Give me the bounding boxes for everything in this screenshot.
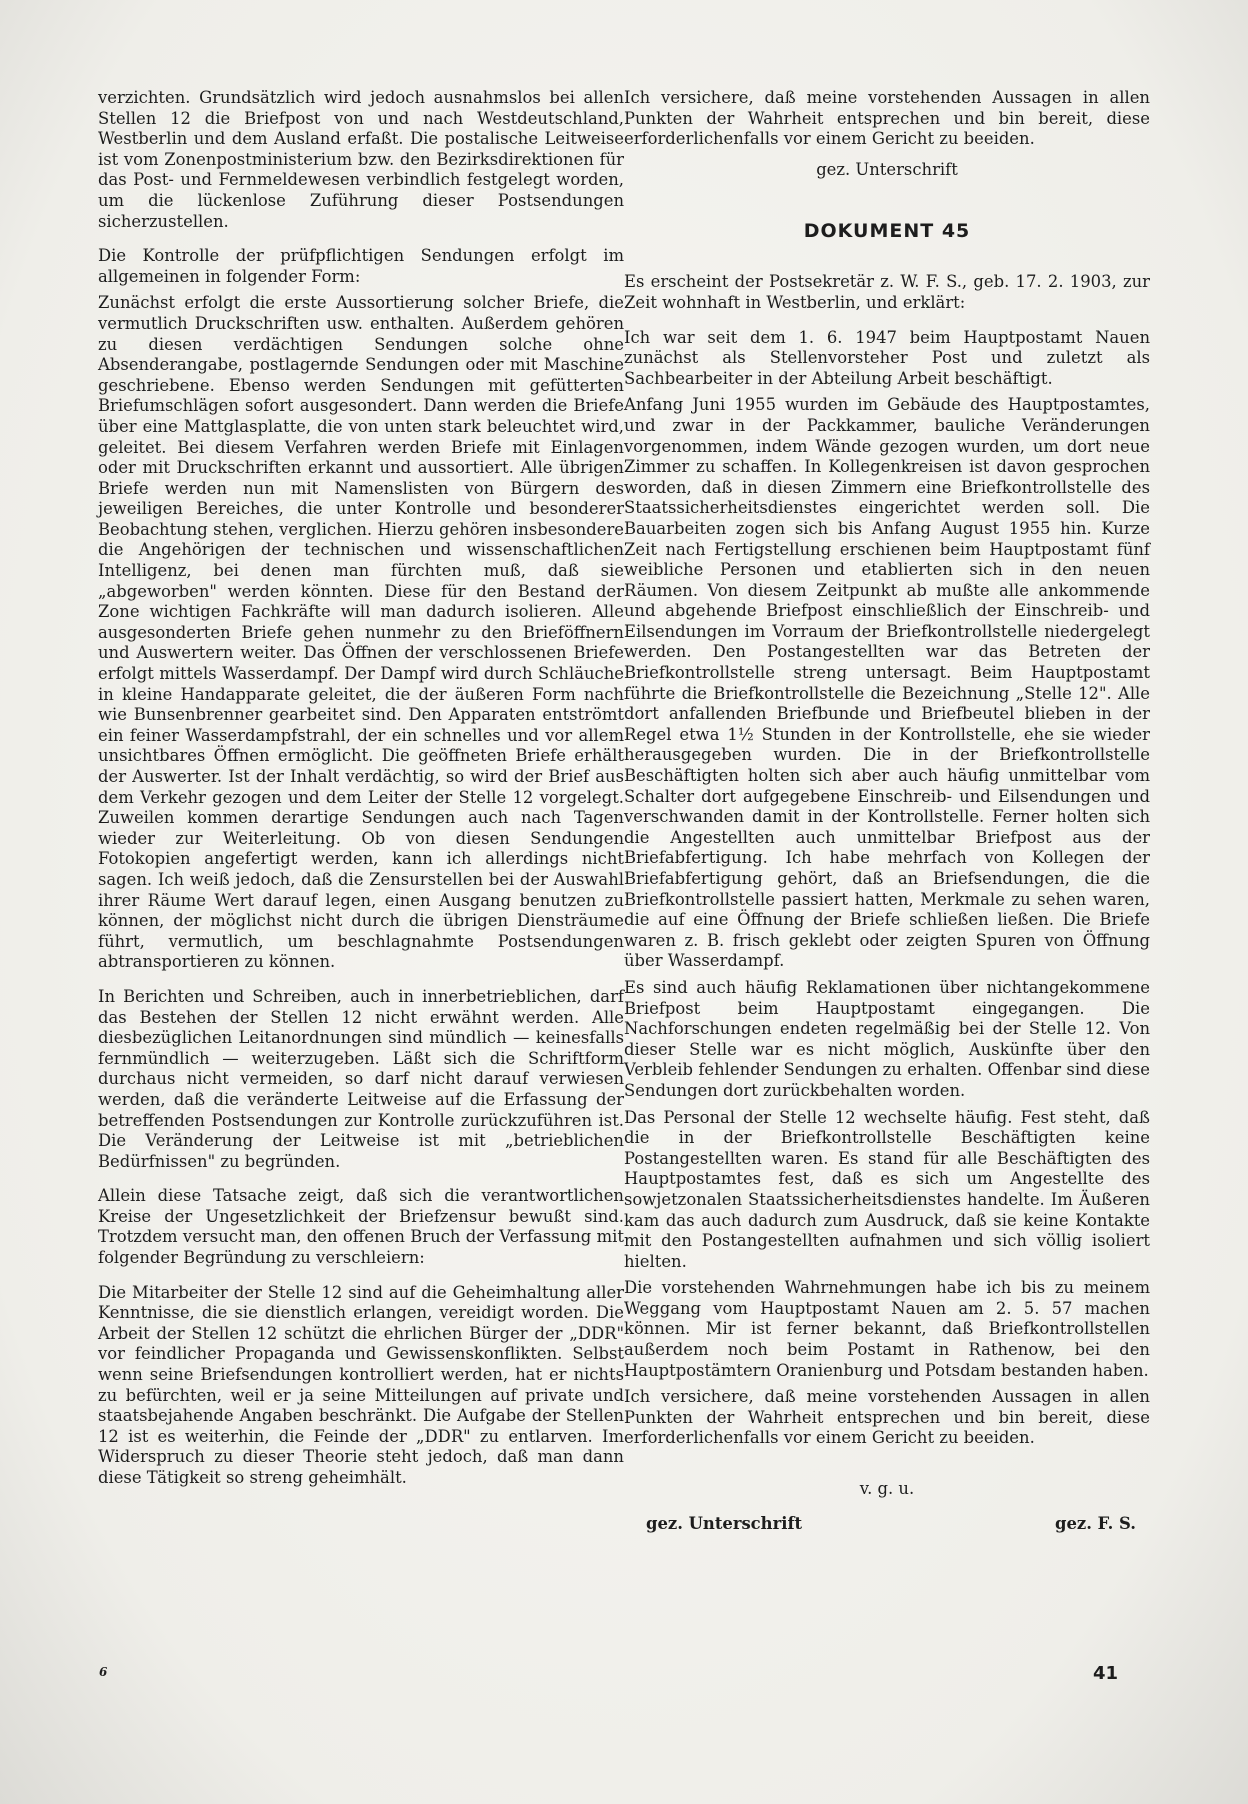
right-column (624, 88, 1150, 1533)
attestation-paragraph: Ich versichere, daß meine vorstehenden Aussagen in allen Punkten der Wahrheit entsprechen und bin bereit, diese erforderlichenfalls vor einem Gericht zu beeiden. (624, 88, 1150, 149)
paragraph: Die vorstehenden Wahrnehmungen habe ich bis zu meinem Weggang vom Hauptpostamt Nauen am 2. 5. 57 machen können. Mir ist ferner bekannt, daß Briefkontrollstellen außerdem noch beim Postamt in Rathenow, bei den Hauptpostämtern Oranienburg und Potsdam bestanden haben. (624, 1278, 1150, 1380)
paragraph: Allein diese Tatsache zeigt, daß sich die verantwortlichen Kreise der Ungesetzlichkeit der Briefzensur bewußt sind. Trotzdem versucht man, den offenen Bruch der Verfassung mit folgender Begründung zu verschleiern: (98, 1186, 624, 1268)
paragraph: Ich war seit dem 1. 6. 1947 beim Hauptpostamt Nauen zunächst als Stellenvorsteher Post und zuletzt als Sachbearbeiter in der Abteilung Arbeit beschäftigt. (624, 327, 1150, 388)
paragraph: Es sind auch häufig Reklamationen über nichtangekommene Briefpost beim Hauptpostamt eingegangen. Die Nachforschungen endeten regelmäßig bei der Stelle 12. Von dieser Stelle war es nicht möglich, Auskünfte über den Verbleib fehlender Sendungen zu erhalten. Offenbar sind diese Sendungen dort zurückbehalten worden. (624, 977, 1150, 1100)
document-heading: DOKUMENT 45 (803, 220, 971, 243)
vgu-mark: v. g. u. (859, 1479, 915, 1499)
paragraph: Anfang Juni 1955 wurden im Gebäude des Hauptpostamtes, und zwar in der Packkammer, bauliche Veränderungen vorgenommen, indem Wände gezogen wurden, um dort neue Zimmer zu schaffen. In Kollegenkreisen ist davon gesprochen worden, daß in diesen Zimmern eine Briefkontrollstelle des Staatssicherheitsdienstes eingerichtet werden soll. Die Bauarbeiten zogen sich bis Anfang August 1955 hin. Kurze Zeit nach Fertigstellung erschienen beim Hauptpostamt fünf weibliche Personen und etablierten sich in den neuen Räumen. Von diesem Zeitpunkt ab mußte alle ankommende und abgehende Briefpost einschließlich der Einschreib- und Eilsendungen im Vorraum der Briefkontrollstelle niedergelegt werden. Den Postangestellten war das Betreten der Briefkontrollstelle streng untersagt. Beim Hauptpostamt führte die Briefkontrollstelle die Bezeichnung „Stelle 12". Alle dort anfallenden Briefbunde und Briefbeutel blieben in der Regel etwa 1½ Stunden in der Kontrollstelle, ehe sie wieder herausgegeben wurden. Die in der Briefkontrollstelle Beschäftigten holten sich aber auch häufig unmittelbar vom Schalter dort aufgegebene Einschreib- und Eilsendungen und verschwanden damit in der Kontrollstelle. Ferner holten sich die Angestellten auch unmittelbar Briefpost aus der Briefabfertigung. Ich habe mehrfach von Kollegen der Briefabfertigung gehört, daß an Briefsendungen, die die Briefkontrollstelle passiert hatten, Merkmale zu sehen waren, die auf eine Öffnung der Briefe schließen ließen. Die Briefe waren z. B. frisch geklebt oder zeigten Spuren von Öffnung über Wasserdampf. (624, 395, 1150, 971)
paragraph: Das Personal der Stelle 12 wechselte häufig. Fest steht, daß die in der Briefkontrollstelle Beschäftigten keine Postangestellten waren. Es stand für alle Beschäftigten des Hauptpostamtes fest, daß es sich um Angestellte des sowjetzonalen Staatssicherheitsdienstes handelte. Im Äußeren kam das auch dadurch zum Ausdruck, daß sie keine Kontakte mit den Postangestellten aufnahmen und sich völlig isoliert hielten. (624, 1107, 1150, 1271)
paragraph: In Berichten und Schreiben, auch in innerbetrieblichen, darf das Bestehen der Stellen 12 nicht erwähnt werden. Alle diesbezüglichen Leitanordnungen sind mündlich — keinesfalls fernmündlich — weiterzugeben. Läßt sich die Schriftform durchaus nicht vermeiden, so darf nicht darauf verwiesen werden, daß die veränderte Leitweise auf die Erfassung der betreffenden Postsendungen zur Kontrolle zurückzuführen ist. Die Veränderung der Leitweise ist mit „betrieblichen Bedürfnissen" zu begründen. (98, 986, 624, 1171)
signature-right: gez. F. S. (1055, 1514, 1136, 1534)
paragraph: Die Kontrolle der prüfpflichtigen Sendungen erfolgt im allgemeinen in folgender Form: (98, 246, 624, 286)
paragraph: Es erscheint der Postsekretär z. W. F. S., geb. 17. 2. 1903, zur Zeit wohnhaft in Westberlin, und erklärt: (624, 272, 1150, 312)
signature-left: gez. Unterschrift (646, 1514, 803, 1534)
left-column (98, 88, 624, 1495)
page-number: 41 (1093, 1663, 1119, 1684)
paragraph: Zunächst erfolgt die erste Aussortierung solcher Briefe, die vermutlich Druckschriften usw. enthalten. Außerdem gehören zu diesen verdächtigen Sendungen solche ohne Absenderangabe, postlagernde Sendungen oder mit Maschine geschriebene. Ebenso werden Sendungen mit gefütterten Briefumschlägen sofort ausgesondert. Dann werden die Briefe über eine Mattglasplatte, die von unten stark beleuchtet wird, geleitet. Bei diesem Verfahren werden Briefe mit Einlagen oder mit Druckschriften erkannt und aussortiert. Alle übrigen Briefe werden nun mit Namenslisten von Bürgern des jeweiligen Bereiches, die unter Kontrolle und besonderer Beobachtung stehen, verglichen. Hierzu gehören insbesondere die Angehörigen der technischen und wissenschaftlichen Intelligenz, bei denen man fürchten muß, daß sie „abgeworben" werden könnten. Diese für den Bestand der Zone wichtigen Fachkräfte will man dadurch isolieren. Alle ausgesonderten Briefe gehen nunmehr zu den Brieföffnern und Auswertern weiter. Das Öffnen der verschlossenen Briefe erfolgt mittels Wasserdampf. Der Dampf wird durch Schläuche in kleine Handapparate geleitet, die der äußeren Form nach wie Bunsenbrenner gearbeitet sind. Den Apparaten entströmt ein feiner Wasserdampfstrahl, der ein schnelles und vor allem unsichtbares Öffnen ermöglicht. Die geöffneten Briefe erhält der Auswerter. Ist der Inhalt verdächtig, so wird der Brief aus dem Verkehr gezogen und dem Leiter der Stelle 12 vorgelegt. Zuweilen kommen derartige Sendungen auch nach Tagen wieder zur Weiterleitung. Ob von diesen Sendungen Fotokopien angefertigt werden, kann ich allerdings nicht sagen. Ich weiß jedoch, daß die Zensurstellen bei der Auswahl ihrer Räume Wert darauf legen, einen Ausgang benutzen zu können, der möglichst nicht durch die übrigen Diensträume führt, vermutlich, um beschlagnahmte Postsendungen abtransportieren zu können. (98, 293, 624, 972)
signature-line: gez. Unterschrift (816, 159, 958, 179)
signature-row (624, 1514, 1150, 1533)
footer-left-mark: 6 (99, 1665, 108, 1679)
attestation-paragraph: Ich versichere, daß meine vorstehenden Aussagen in allen Punkten der Wahrheit entsprechen und bin bereit, diese erforderlichenfalls vor einem Gericht zu beeiden. (624, 1387, 1150, 1448)
paragraph: verzichten. Grundsätzlich wird jedoch ausnahmslos bei allen Stellen 12 die Briefpost von und nach Westdeutschland, Westberlin und dem Ausland erfaßt. Die postalische Leitweise ist vom Zonenpostministerium bzw. den Bezirksdirektionen für das Post- und Fernmeldewesen verbindlich festgelegt worden, um die lückenlose Zuführung dieser Postsendungen sicherzustellen. (98, 88, 624, 231)
paragraph: Die Mitarbeiter der Stelle 12 sind auf die Geheimhaltung aller Kenntnisse, die sie dienstlich erlangen, vereidigt worden. Die Arbeit der Stellen 12 schützt die ehrlichen Bürger der „DDR" vor feindlicher Propaganda und Gewissenskonflikten. Selbst wenn seine Briefsendungen kontrolliert werden, hat er nichts zu befürchten, weil er ja seine Mitteilungen auf private und staatsbejahende Angaben beschränkt. Die Aufgabe der Stellen 12 ist es weiterhin, die Feinde der „DDR" zu entlarven. Im Widerspruch zu dieser Theorie steht jedoch, daß man dann diese Tätigkeit so streng geheimhält. (98, 1282, 624, 1487)
